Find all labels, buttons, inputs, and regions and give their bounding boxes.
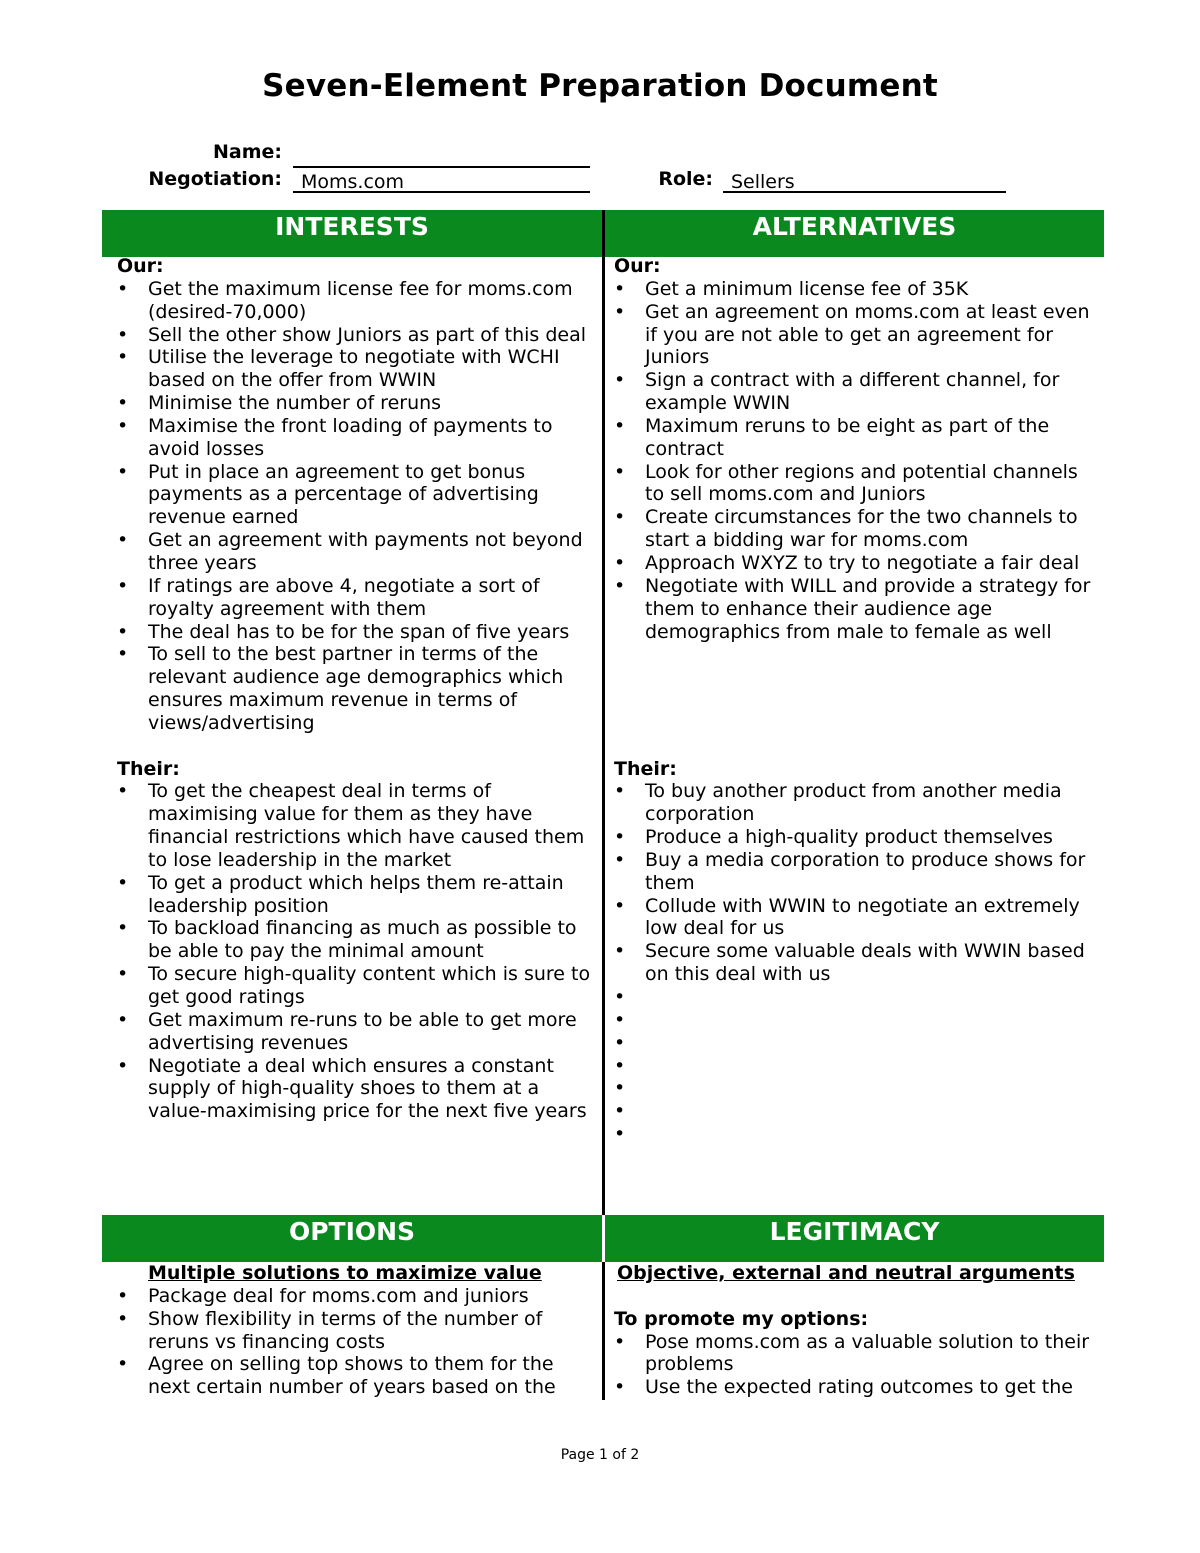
list-item: • Approach WXYZ to try to negotiate a fair deal — [614, 552, 1096, 575]
list-item — [614, 1123, 1096, 1146]
options-list — [117, 1285, 597, 1399]
legitimacy-content — [614, 1262, 1096, 1399]
list-item: • Secure some valuable deals with WWIN based on this deal with us — [614, 940, 1096, 986]
list-item: • To buy another product from another media corporation — [614, 780, 1096, 826]
options-content — [117, 1262, 597, 1399]
list-item: • Get an agreement with payments not beyond three years — [117, 529, 597, 575]
list-item: • Get maximum re-runs to be able to get more advertising revenues — [117, 1009, 597, 1055]
list-item: • Buy a media corporation to produce shows for them — [614, 849, 1096, 895]
list-item: • Package deal for moms.com and juniors — [117, 1285, 597, 1308]
list-item: • Sign a contract with a different channel, for example WWIN — [614, 369, 1096, 415]
document-title: Seven-Element Preparation Document — [262, 68, 938, 104]
interests-their-list — [117, 780, 597, 1123]
list-item — [614, 1100, 1096, 1123]
list-item: • Negotiate with WILL and provide a strategy for them to enhance their audience age demographics from male to female as well — [614, 575, 1096, 644]
list-item: • Sell the other show Juniors as part of this deal — [117, 324, 597, 347]
options-subtitle: Multiple solutions to maximize value — [148, 1262, 542, 1284]
list-item: • To secure high-quality content which is sure to get good ratings — [117, 963, 597, 1009]
list-item: • Collude with WWIN to negotiate an extremely low deal for us — [614, 895, 1096, 941]
legitimacy-banner: LEGITIMACY — [605, 1215, 1104, 1262]
legitimacy-subtitle: Objective, external and neutral arguments — [617, 1262, 1075, 1284]
interests-our-list — [117, 278, 597, 735]
alternatives-content — [614, 255, 1096, 1146]
list-item: • Negotiate a deal which ensures a constant supply of high-quality shoes to them at a value-maximising price for the next five years — [117, 1055, 597, 1124]
list-item: • Put in place an agreement to get bonus payments as a percentage of advertising revenue earned — [117, 461, 597, 530]
interests-their-label: Their: — [117, 757, 180, 780]
options-banner: OPTIONS — [102, 1215, 602, 1262]
list-item: • The deal has to be for the span of five years — [117, 621, 597, 644]
list-item: • Produce a high-quality product themselves — [614, 826, 1096, 849]
list-item: • To get a product which helps them re-attain leadership position — [117, 872, 597, 918]
alternatives-our-label: Our: — [614, 255, 661, 277]
list-item: • To backload financing as much as possible to be able to pay the minimal amount — [117, 917, 597, 963]
list-item: • Use the expected rating outcomes to get the — [614, 1376, 1096, 1399]
name-field[interactable] — [293, 146, 590, 168]
interests-our-label: Our: — [117, 255, 164, 277]
column-divider-bottom — [602, 1262, 605, 1400]
list-item — [614, 986, 1096, 1009]
column-divider-top — [602, 210, 605, 1215]
list-item: • Look for other regions and potential channels to sell moms.com and Juniors — [614, 461, 1096, 507]
legitimacy-list — [614, 1331, 1096, 1400]
list-item: • To sell to the best partner in terms of the relevant audience age demographics which ensures maximum revenue in terms of views/advertising — [117, 643, 597, 734]
alternatives-their-list — [614, 780, 1096, 1146]
role-field[interactable]: Sellers — [723, 171, 1006, 193]
list-item: • Get the maximum license fee for moms.com (desired-70,000) — [117, 278, 597, 324]
alternatives-our-list — [614, 278, 1096, 644]
negotiation-field[interactable]: Moms.com — [293, 171, 590, 193]
negotiation-label: Negotiation: — [148, 168, 282, 190]
list-item — [614, 1009, 1096, 1032]
list-item — [614, 1055, 1096, 1078]
list-item: • Create circumstances for the two channels to start a bidding war for moms.com — [614, 506, 1096, 552]
list-item: • Get an agreement on moms.com at least even if you are not able to get an agreement for Juniors — [614, 301, 1096, 370]
list-item — [614, 1032, 1096, 1055]
list-item: • Maximum reruns to be eight as part of the contract — [614, 415, 1096, 461]
list-item: • Get a minimum license fee of 35K — [614, 278, 1096, 301]
list-item: • Maximise the front loading of payments to avoid losses — [117, 415, 597, 461]
list-item: • Pose moms.com as a valuable solution to their problems — [614, 1331, 1096, 1377]
list-item: • To get the cheapest deal in terms of maximising value for them as they have financial restrictions which have caused them to lose leadership in the market — [117, 780, 597, 871]
alternatives-their-label: Their: — [614, 757, 677, 780]
role-label: Role: — [658, 168, 713, 190]
legitimacy-promote-label: To promote my options: — [614, 1307, 869, 1330]
list-item: • Utilise the leverage to negotiate with WCHI based on the offer from WWIN — [117, 346, 597, 392]
list-item: • Show flexibility in terms of the number of reruns vs financing costs — [117, 1308, 597, 1354]
list-item — [614, 1077, 1096, 1100]
page-number: Page 1 of 2 — [560, 1447, 640, 1463]
interests-banner: INTERESTS — [102, 210, 602, 257]
interests-content — [117, 255, 597, 1123]
list-item: • If ratings are above 4, negotiate a sort of royalty agreement with them — [117, 575, 597, 621]
list-item: • Minimise the number of reruns — [117, 392, 597, 415]
alternatives-banner: ALTERNATIVES — [605, 210, 1104, 257]
name-label: Name: — [212, 141, 282, 163]
list-item: • Agree on selling top shows to them for the next certain number of years based on the — [117, 1353, 597, 1399]
